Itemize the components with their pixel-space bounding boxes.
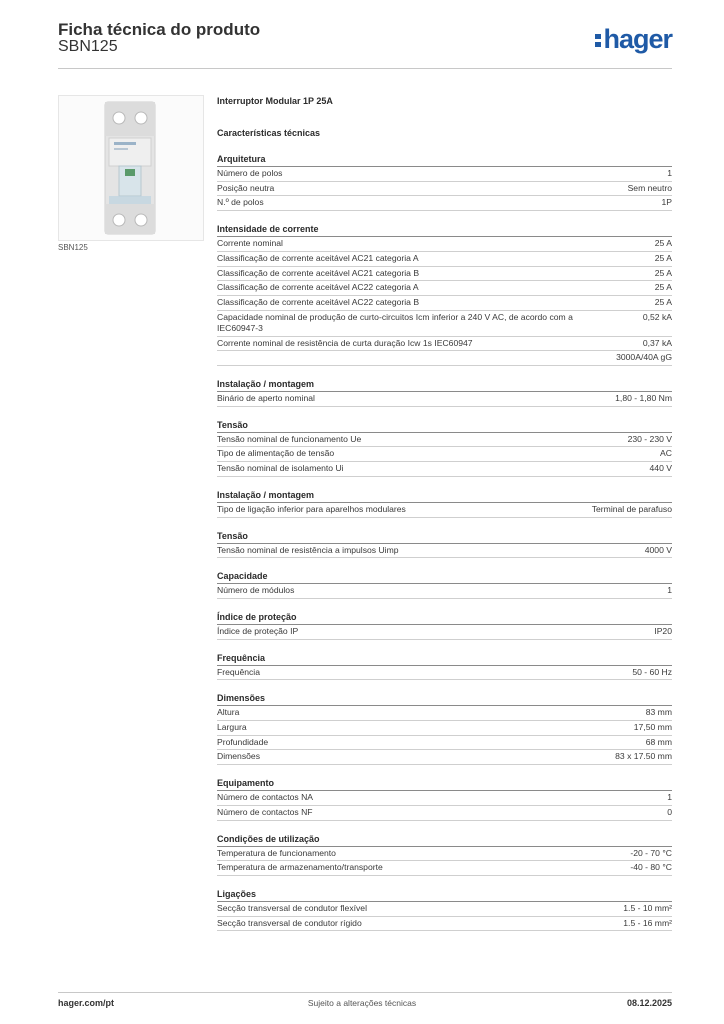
spec-value: IP20: [654, 625, 672, 636]
section-title: Dimensões: [217, 691, 672, 706]
spec-row: [217, 544, 672, 559]
spec-label: Altura: [217, 707, 240, 718]
spec-section: [217, 569, 672, 599]
spec-row: [217, 462, 672, 477]
spec-row: [217, 337, 672, 352]
spec-label: Temperatura de funcionamento: [217, 847, 336, 858]
section-title: Arquitetura: [217, 152, 672, 167]
spec-section: [217, 776, 672, 820]
spec-section: [217, 529, 672, 559]
section-title: Ligações: [217, 887, 672, 902]
spec-label: Classificação de corrente aceitável AC21 categoria A: [217, 252, 419, 263]
spec-row: [217, 791, 672, 806]
spec-value: 440 V: [649, 463, 672, 474]
spec-row: [217, 736, 672, 751]
spec-row: [217, 196, 672, 211]
spec-label: Dimensões: [217, 751, 260, 762]
spec-label: Classificação de corrente aceitável AC22 categoria A: [217, 282, 419, 293]
section-title: Capacidade: [217, 569, 672, 584]
technical-specs: [217, 94, 672, 942]
spec-value: Terminal de parafuso: [591, 503, 672, 514]
spec-label: Tensão nominal de isolamento Ui: [217, 463, 344, 474]
section-title: Instalação / montagem: [217, 488, 672, 503]
spec-section: [217, 887, 672, 931]
spec-value: -20 - 70 °C: [630, 847, 672, 858]
section-title: Frequência: [217, 651, 672, 666]
spec-label: Profundidade: [217, 736, 269, 747]
spec-row: [217, 433, 672, 448]
spec-label: Secção transversal de condutor flexível: [217, 902, 367, 913]
spec-label: Classificação de corrente aceitável AC21 categoria B: [217, 267, 420, 278]
product-image-caption: SBN125: [58, 243, 88, 252]
spec-value: 3000A/40A gG: [616, 352, 672, 363]
spec-section: [217, 832, 672, 876]
spec-label: Número de contactos NF: [217, 806, 313, 817]
spec-section: [217, 610, 672, 640]
section-title: Tensão: [217, 529, 672, 544]
spec-value: 1.5 - 16 mm²: [623, 917, 672, 928]
spec-label: Corrente nominal de resistência de curta duração Icw 1s IEC60947: [217, 337, 473, 348]
spec-row: [217, 447, 672, 462]
spec-section: [217, 152, 672, 211]
spec-row: [217, 182, 672, 197]
spec-row: [217, 392, 672, 407]
spec-row: [217, 351, 672, 366]
product-image: [58, 95, 204, 241]
spec-value: 25 A: [654, 267, 672, 278]
spec-value: 25 A: [654, 296, 672, 307]
spec-label: Tipo de ligação inferior para aparelhos modulares: [217, 503, 406, 514]
spec-label: Tensão nominal de funcionamento Ue: [217, 433, 362, 444]
spec-section: [217, 488, 672, 518]
spec-row: [217, 252, 672, 267]
spec-section: [217, 651, 672, 681]
product-code: SBN125: [58, 38, 118, 55]
spec-row: [217, 267, 672, 282]
spec-row: [217, 721, 672, 736]
spec-row: [217, 706, 672, 721]
spec-row: [217, 503, 672, 518]
spec-value: 25 A: [654, 238, 672, 249]
spec-label: Tensão nominal de resistência a impulsos Uimp: [217, 544, 399, 555]
spec-label: Largura: [217, 722, 247, 733]
spec-label: Posição neutra: [217, 182, 275, 193]
hager-logo: [595, 26, 672, 53]
spec-label: Corrente nominal: [217, 238, 283, 249]
spec-row: [217, 666, 672, 681]
footer-website: hager.com/pt: [58, 998, 115, 1008]
footer-note: Sujeito a alterações técnicas: [307, 998, 417, 1008]
section-title: Equipamento: [217, 776, 672, 791]
spec-value: 0,52 kA: [642, 311, 672, 322]
spec-row: [217, 311, 672, 337]
section-title: Condições de utilização: [217, 832, 672, 847]
spec-label: Índice de proteção IP: [217, 625, 299, 636]
spec-value: 25 A: [654, 282, 672, 293]
spec-value: 1: [667, 168, 672, 178]
modular-switch-illustration: [59, 96, 203, 240]
spec-value: 230 - 230 V: [627, 433, 672, 444]
spec-row: [217, 167, 672, 182]
spec-value: 1: [667, 792, 672, 803]
section-title: Índice de proteção: [217, 610, 672, 625]
spec-section: [217, 691, 672, 765]
spec-label: N.º de polos: [217, 197, 264, 208]
spec-value: 83 mm: [645, 707, 672, 718]
section-title: Intensidade de corrente: [217, 222, 672, 237]
spec-section: [217, 377, 672, 407]
spec-value: AC: [660, 448, 672, 459]
header-divider: [58, 68, 672, 69]
spec-value: 1.5 - 10 mm²: [623, 902, 672, 913]
section-title: Instalação / montagem: [217, 377, 672, 392]
footer-divider: [58, 992, 672, 993]
spec-value: 68 mm: [645, 736, 672, 747]
spec-section: [217, 418, 672, 477]
spec-row: [217, 281, 672, 296]
spec-label: Classificação de corrente aceitável AC22 categoria B: [217, 296, 420, 307]
spec-value: 83 x 17.50 mm: [615, 751, 672, 762]
spec-label: Binário de aperto nominal: [217, 393, 315, 404]
spec-value: 50 - 60 Hz: [632, 666, 672, 677]
spec-section: [217, 222, 672, 366]
spec-label: Secção transversal de condutor rígido: [217, 917, 362, 928]
spec-row: [217, 917, 672, 932]
spec-row: [217, 237, 672, 252]
spec-value: 1: [667, 585, 672, 596]
footer-date: 08.12.2025: [626, 998, 672, 1008]
spec-row: [217, 847, 672, 862]
spec-row: [217, 902, 672, 917]
spec-row: [217, 861, 672, 876]
spec-row: [217, 806, 672, 821]
spec-label: Número de polos: [217, 168, 283, 178]
spec-label: Número de contactos NA: [217, 792, 314, 803]
spec-row: [217, 296, 672, 311]
spec-label: Frequência: [217, 666, 260, 677]
spec-value: 0,37 kA: [642, 337, 672, 348]
specs-subtitle: Características técnicas: [217, 128, 321, 138]
spec-value: 1P: [661, 197, 672, 208]
spec-value: 0: [667, 806, 672, 817]
hager-logo-text: hager: [603, 24, 672, 54]
spec-row: [217, 750, 672, 765]
spec-label: Tipo de alimentação de tensão: [217, 448, 335, 459]
spec-sections: [217, 152, 672, 931]
document-title: Ficha técnica do produto: [58, 20, 261, 39]
spec-value: 17,50 mm: [633, 722, 672, 733]
spec-label: Capacidade nominal de produção de curto-circuitos Icm inferior a 240 V AC, de acordo com a IEC60947-3: [217, 311, 573, 333]
spec-value: 25 A: [654, 252, 672, 263]
spec-row: [217, 625, 672, 640]
spec-value: 1,80 - 1,80 Nm: [615, 393, 672, 404]
spec-value: -40 - 80 °C: [630, 862, 672, 873]
hager-logo-icon: [595, 31, 603, 49]
spec-label: Temperatura de armazenamento/transporte: [217, 862, 383, 873]
spec-value: 4000 V: [644, 544, 672, 555]
spec-value: Sem neutro: [627, 182, 672, 193]
spec-row: [217, 584, 672, 599]
spec-label: Número de módulos: [217, 585, 295, 596]
product-name: Interruptor Modular 1P 25A: [217, 96, 333, 106]
section-title: Tensão: [217, 418, 672, 433]
